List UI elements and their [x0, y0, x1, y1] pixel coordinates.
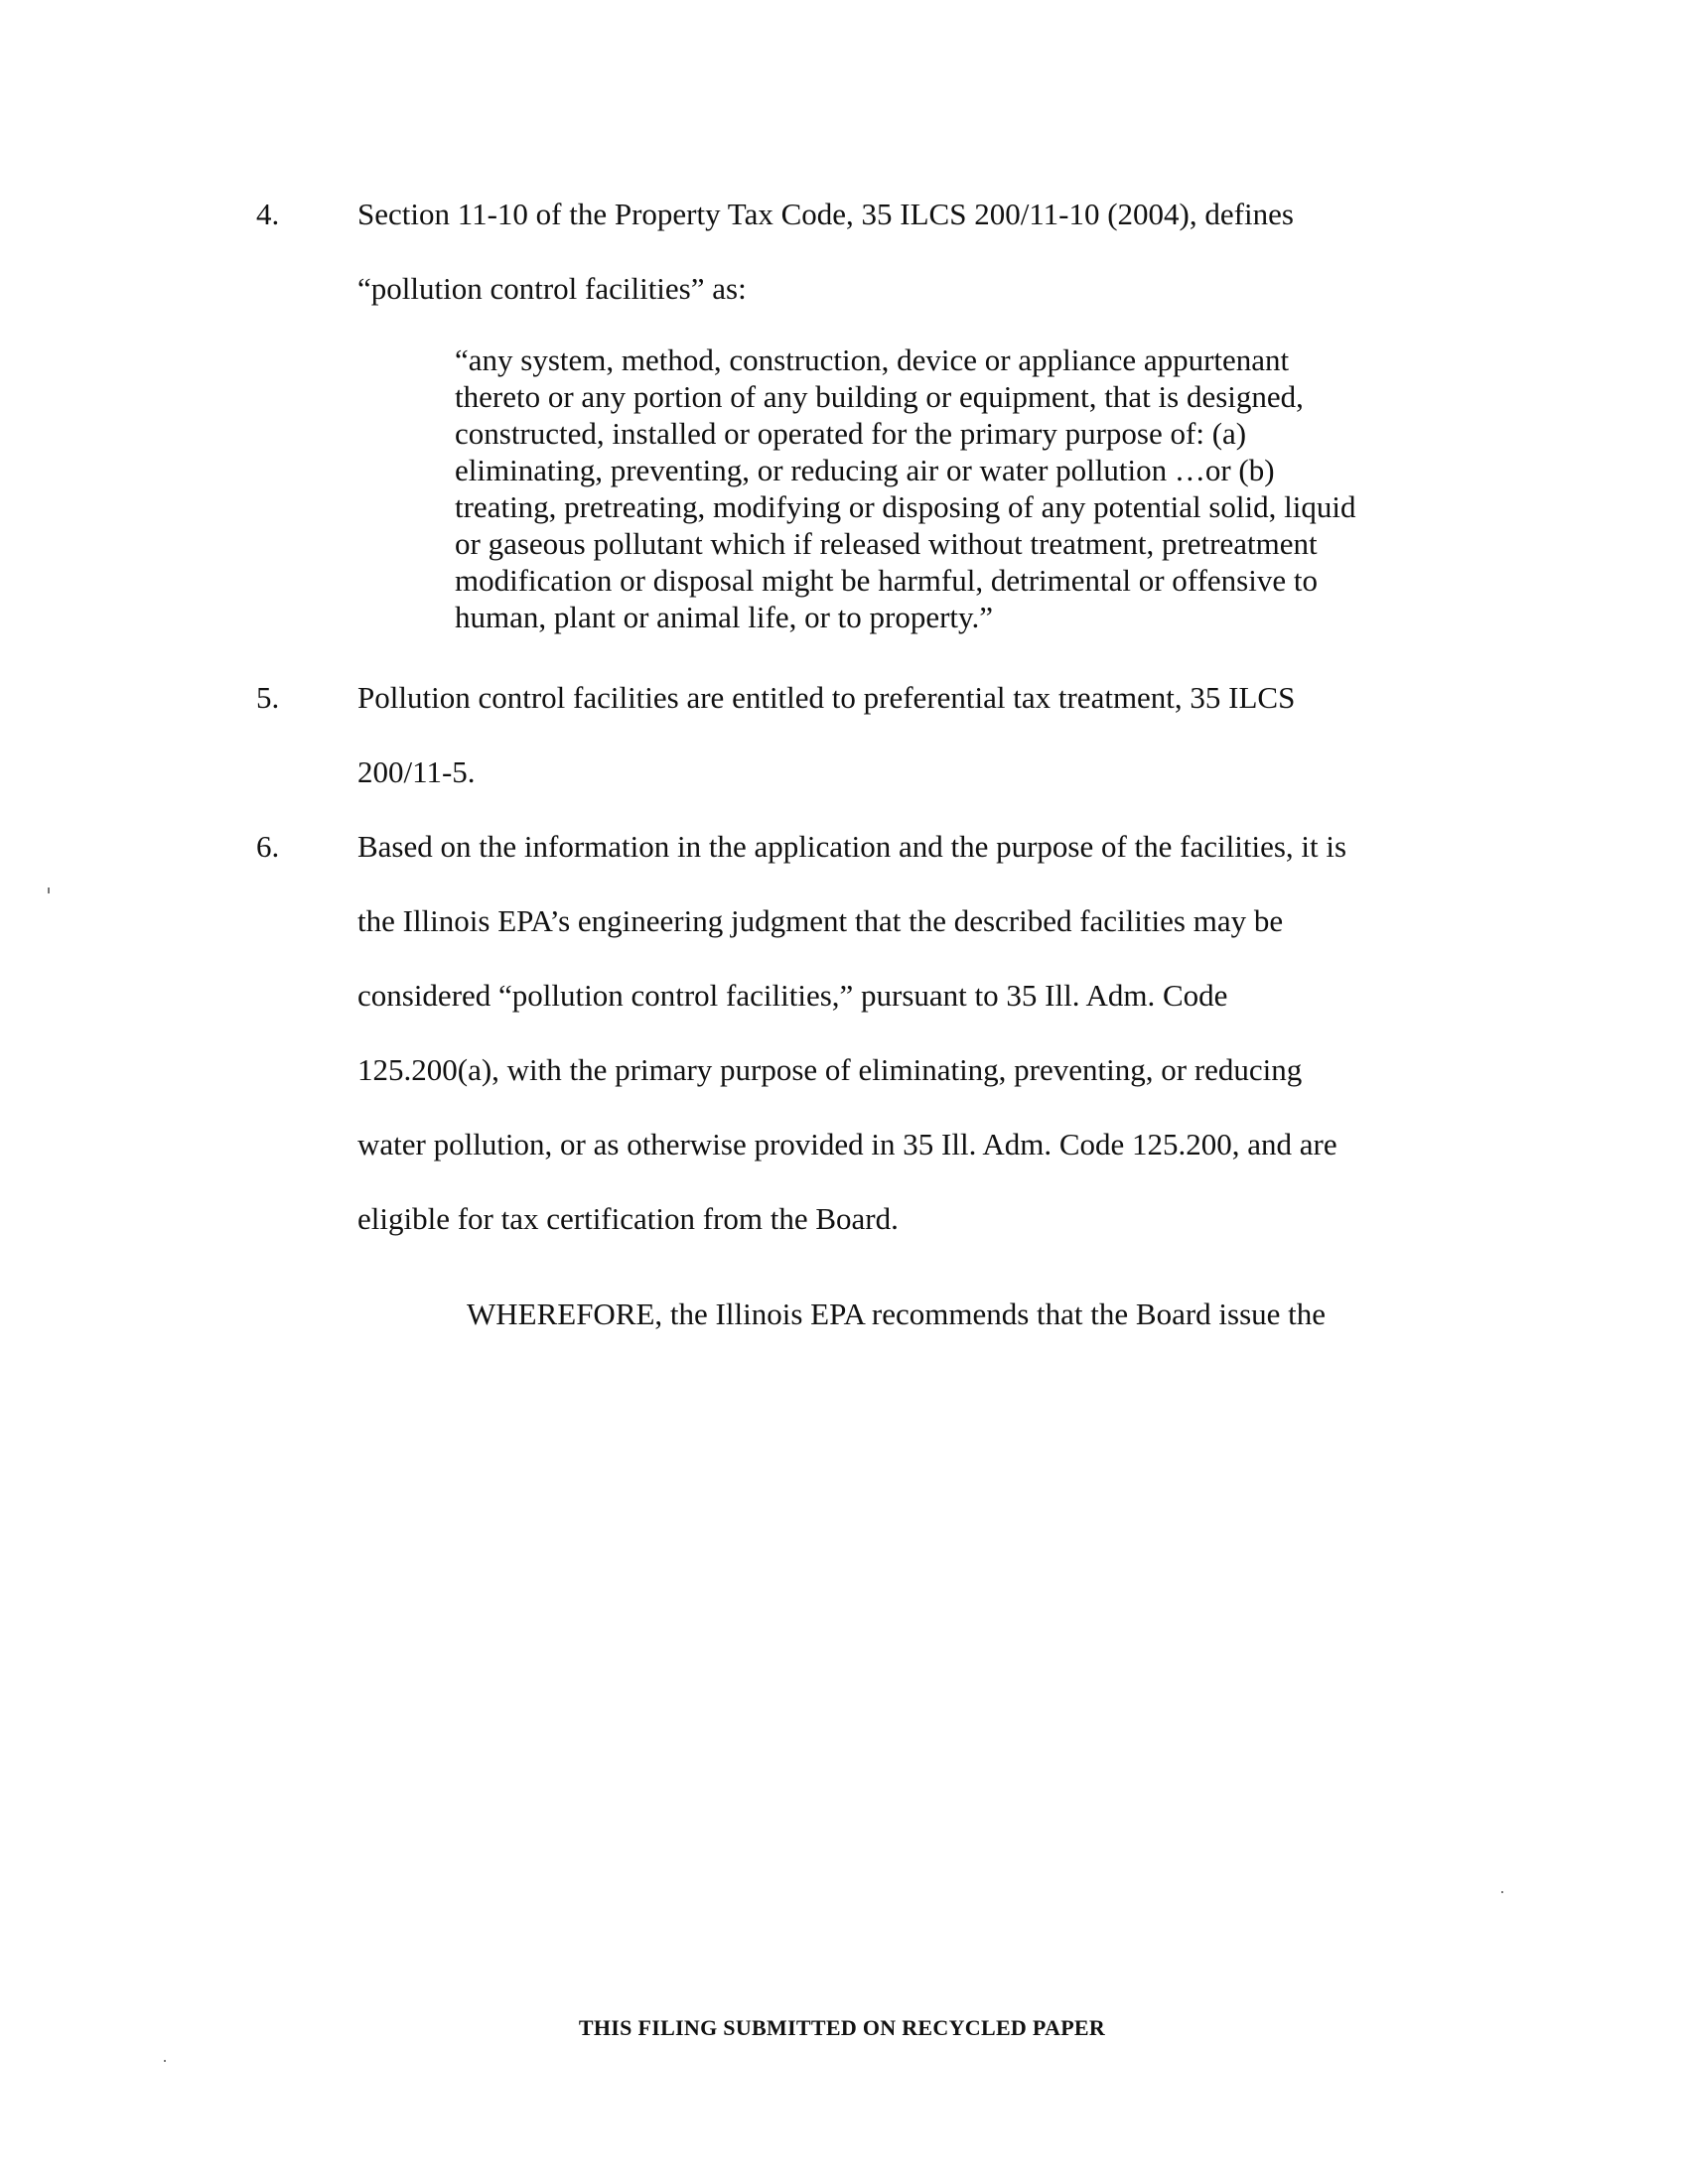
recycled-paper-footer: THIS FILING SUBMITTED ON RECYCLED PAPER — [578, 2015, 1106, 2040]
paragraph-line: Section 11-10 of the Property Tax Code, 35 ILCS 200/11-10 (2004), defines — [357, 197, 1294, 231]
paragraph-number: 4. — [256, 197, 280, 231]
quotation-line: modification or disposal might be harmful, detrimental or offensive to — [455, 563, 1318, 598]
scan-speck — [1501, 1891, 1503, 1893]
quotation-line: human, plant or animal life, or to property.” — [455, 600, 994, 634]
paragraph-number: 6. — [256, 829, 280, 864]
paragraph-6 — [256, 809, 1410, 1256]
paragraph-line: water pollution, or as otherwise provided in 35 Ill. Adm. Code 125.200, and are — [357, 1127, 1337, 1161]
paragraph-line: eligible for tax certification from the Board. — [357, 1201, 899, 1236]
wherefore-clause: WHEREFORE, the Illinois EPA recommends that the Board issue the — [467, 1297, 1327, 1331]
paragraph-line: considered “pollution control facilities,” pursuant to 35 Ill. Adm. Code — [357, 978, 1228, 1013]
scan-speck — [48, 887, 50, 893]
paragraph-line: “pollution control facilities” as: — [357, 271, 747, 306]
scan-speck — [164, 2060, 166, 2062]
quotation-line: treating, pretreating, modifying or disposing of any potential solid, liquid — [455, 489, 1356, 524]
quotation-line: thereto or any portion of any building or equipment, that is designed, — [455, 379, 1304, 414]
paragraph-line: 125.200(a), with the primary purpose of eliminating, preventing, or reducing — [357, 1052, 1303, 1087]
paragraph-number: 5. — [256, 680, 280, 715]
quotation-line: eliminating, preventing, or reducing air or water pollution …or (b) — [455, 453, 1275, 487]
paragraph-4 — [256, 177, 1410, 326]
paragraph-5 — [256, 660, 1410, 809]
quotation-line: constructed, installed or operated for the primary purpose of: (a) — [455, 416, 1247, 451]
paragraph-line: Based on the information in the application and the purpose of the facilities, it is — [357, 829, 1347, 864]
paragraph-line: Pollution control facilities are entitled to preferential tax treatment, 35 ILCS — [357, 680, 1296, 715]
paragraph-line: 200/11-5. — [357, 754, 476, 789]
quotation-line: or gaseous pollutant which if released without treatment, pretreatment — [455, 526, 1318, 561]
block-quotation — [455, 341, 1428, 635]
quotation-line: “any system, method, construction, device or appliance appurtenant — [455, 342, 1290, 377]
paragraph-line: the Illinois EPA’s engineering judgment that the described facilities may be — [357, 903, 1284, 938]
